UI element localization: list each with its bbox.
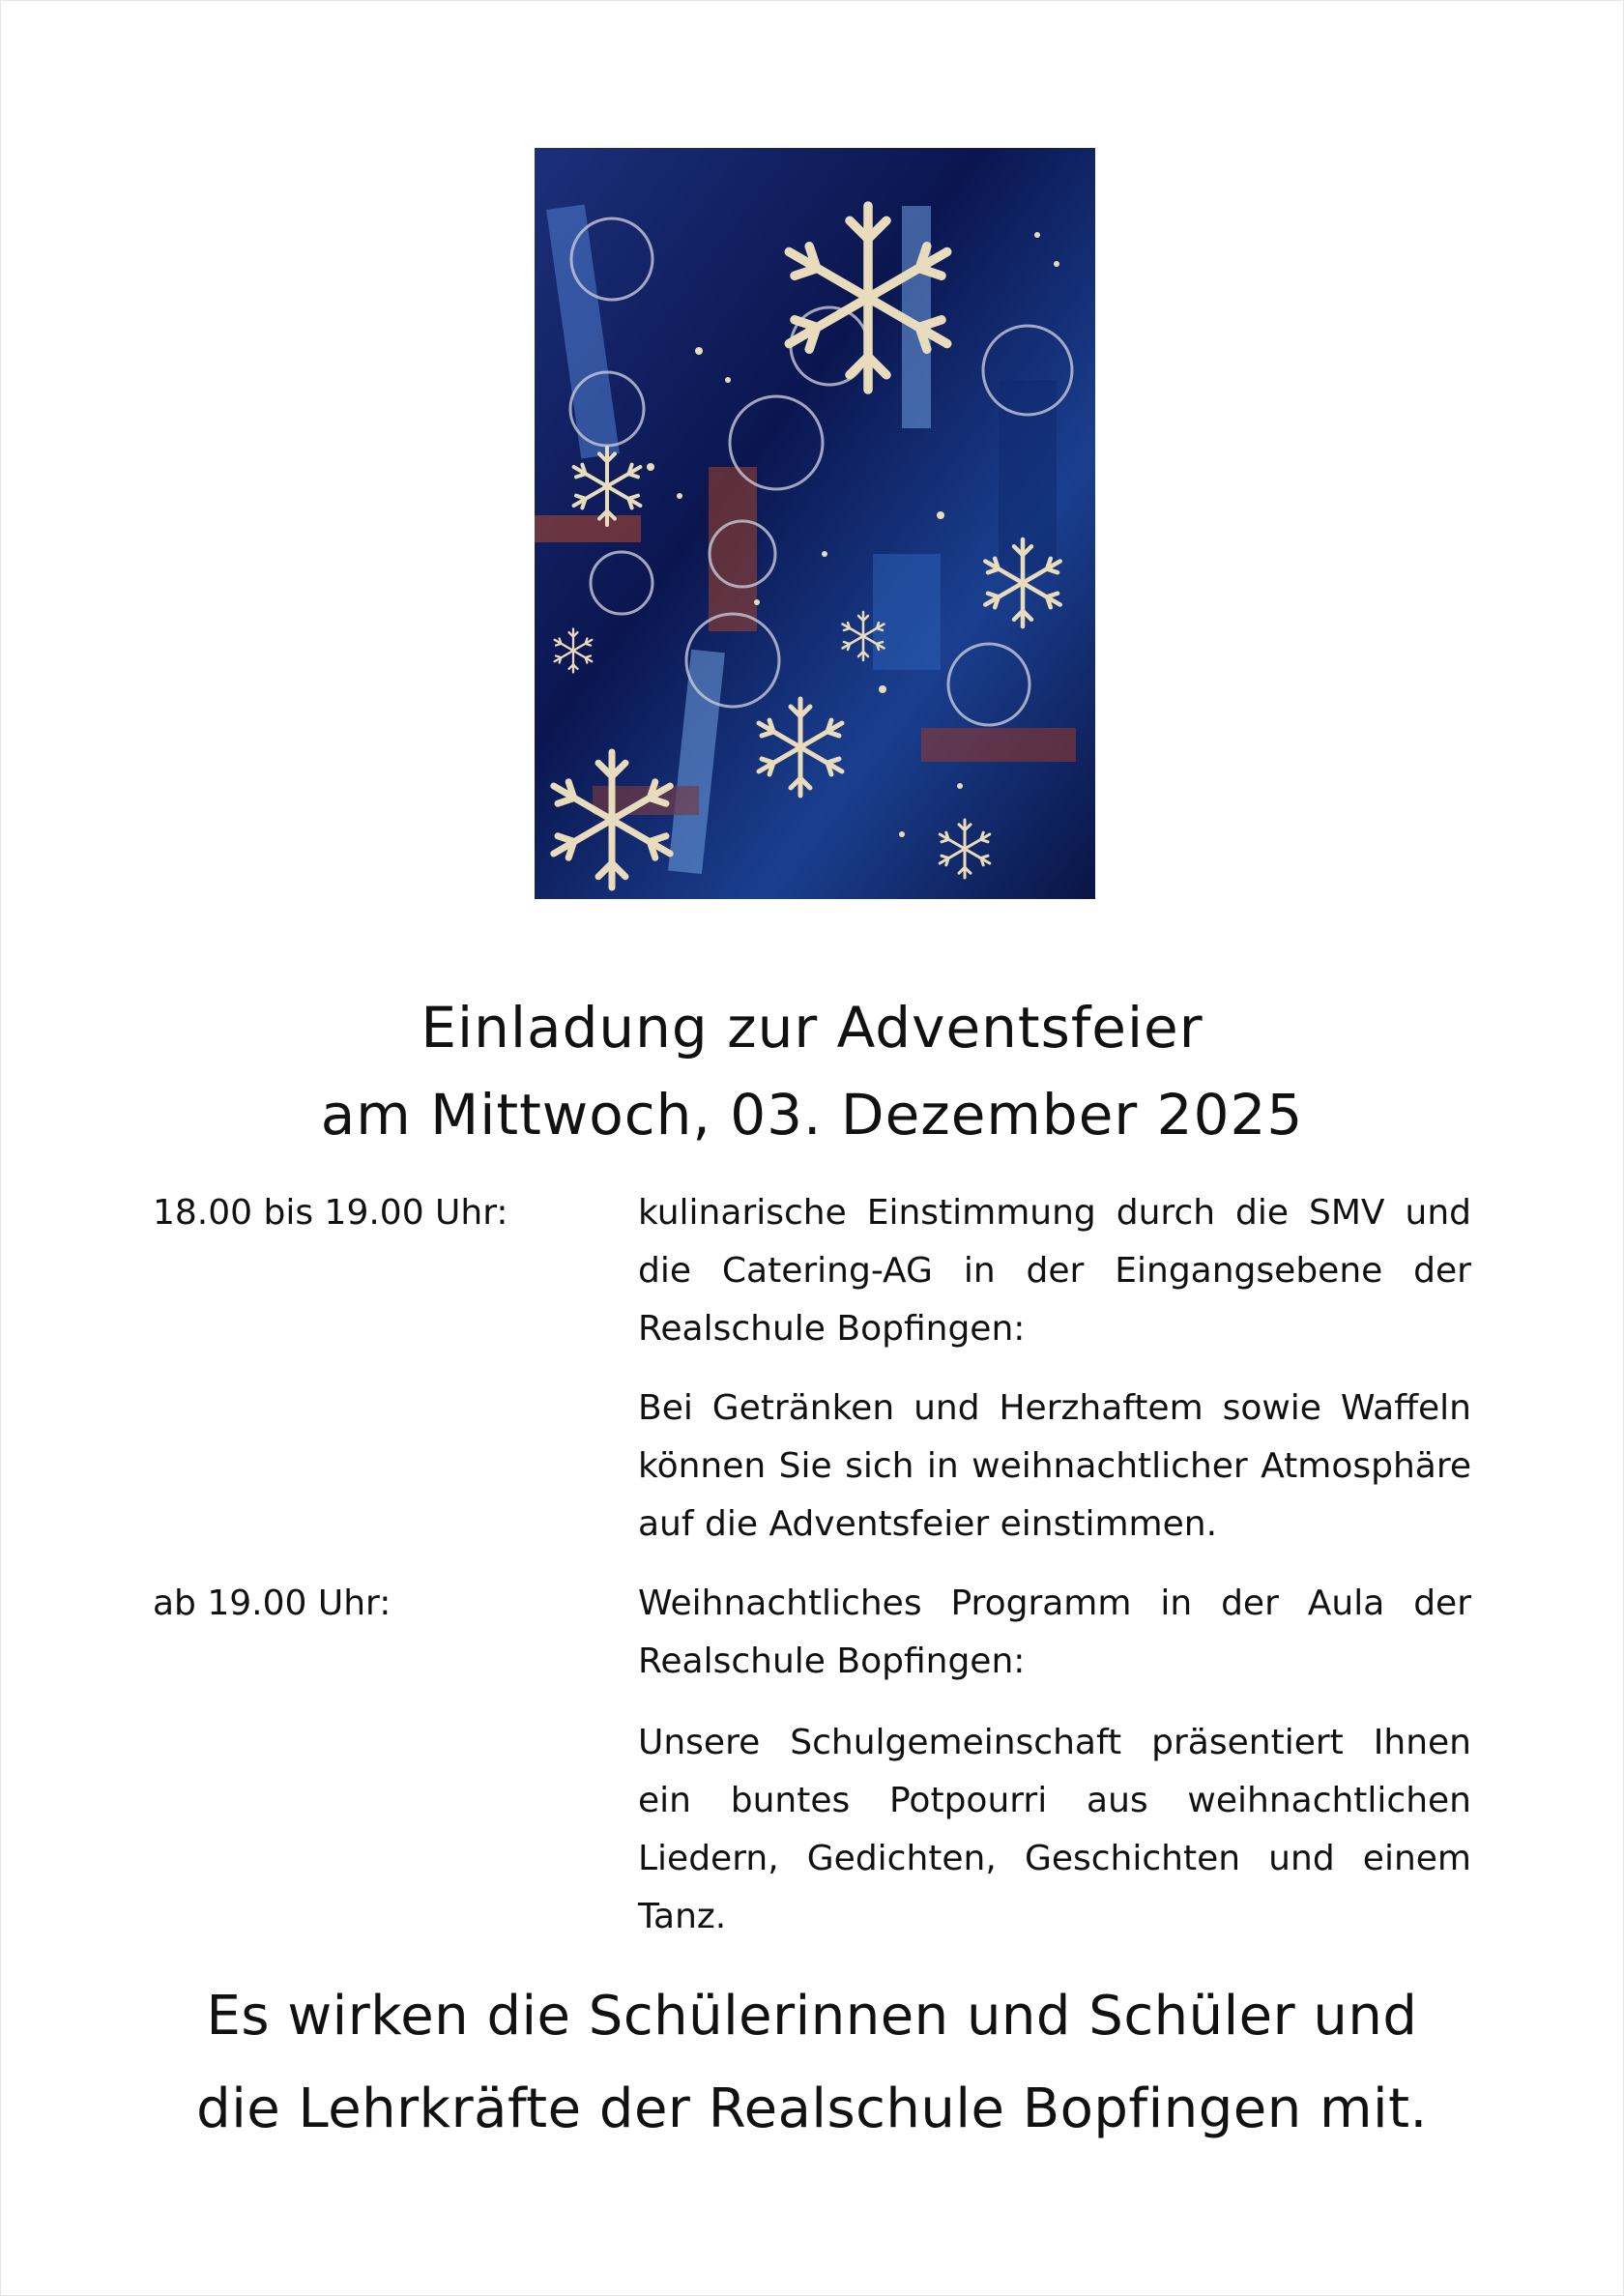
closing-line-1: Es wirken die Schülerinnen und Schüler und [206,1985,1418,2048]
invitation-title: Einladung zur Adventsfeier [420,995,1204,1061]
slot-1-heading: kulinarische Einstimmung durch die SMV und die Catering-AG in der Eingangsebene der Realschule Bopfingen: [638,1193,1471,1349]
closing-line-2: die Lehrkräfte der Realschule Bopfingen mit. [196,2078,1428,2140]
time-slot-1: 18.00 bis 19.00 Uhr: [153,1193,508,1233]
event-date: am Mittwoch, 03. Dezember 2025 [320,1082,1304,1148]
slot-1-details: Bei Getränken und Herzhaftem sowie Waffeln können Sie sich in weihnachtlicher Atmosphäre auf die Adventsfeier einstimmen. [638,1388,1471,1544]
slot-2-details: Unsere Schulgemeinschaft präsentiert Ihnen ein buntes Potpourri aus weihnachtlichen Liedern, Gedichten, Geschichten und einem Tanz. [638,1723,1471,1936]
snowflake-painting-image [535,148,1095,899]
time-slot-2: ab 19.00 Uhr: [153,1584,392,1623]
slot-2-heading: Weihnachtliches Programm in der Aula der Realschule Bopfingen: [638,1584,1471,1681]
